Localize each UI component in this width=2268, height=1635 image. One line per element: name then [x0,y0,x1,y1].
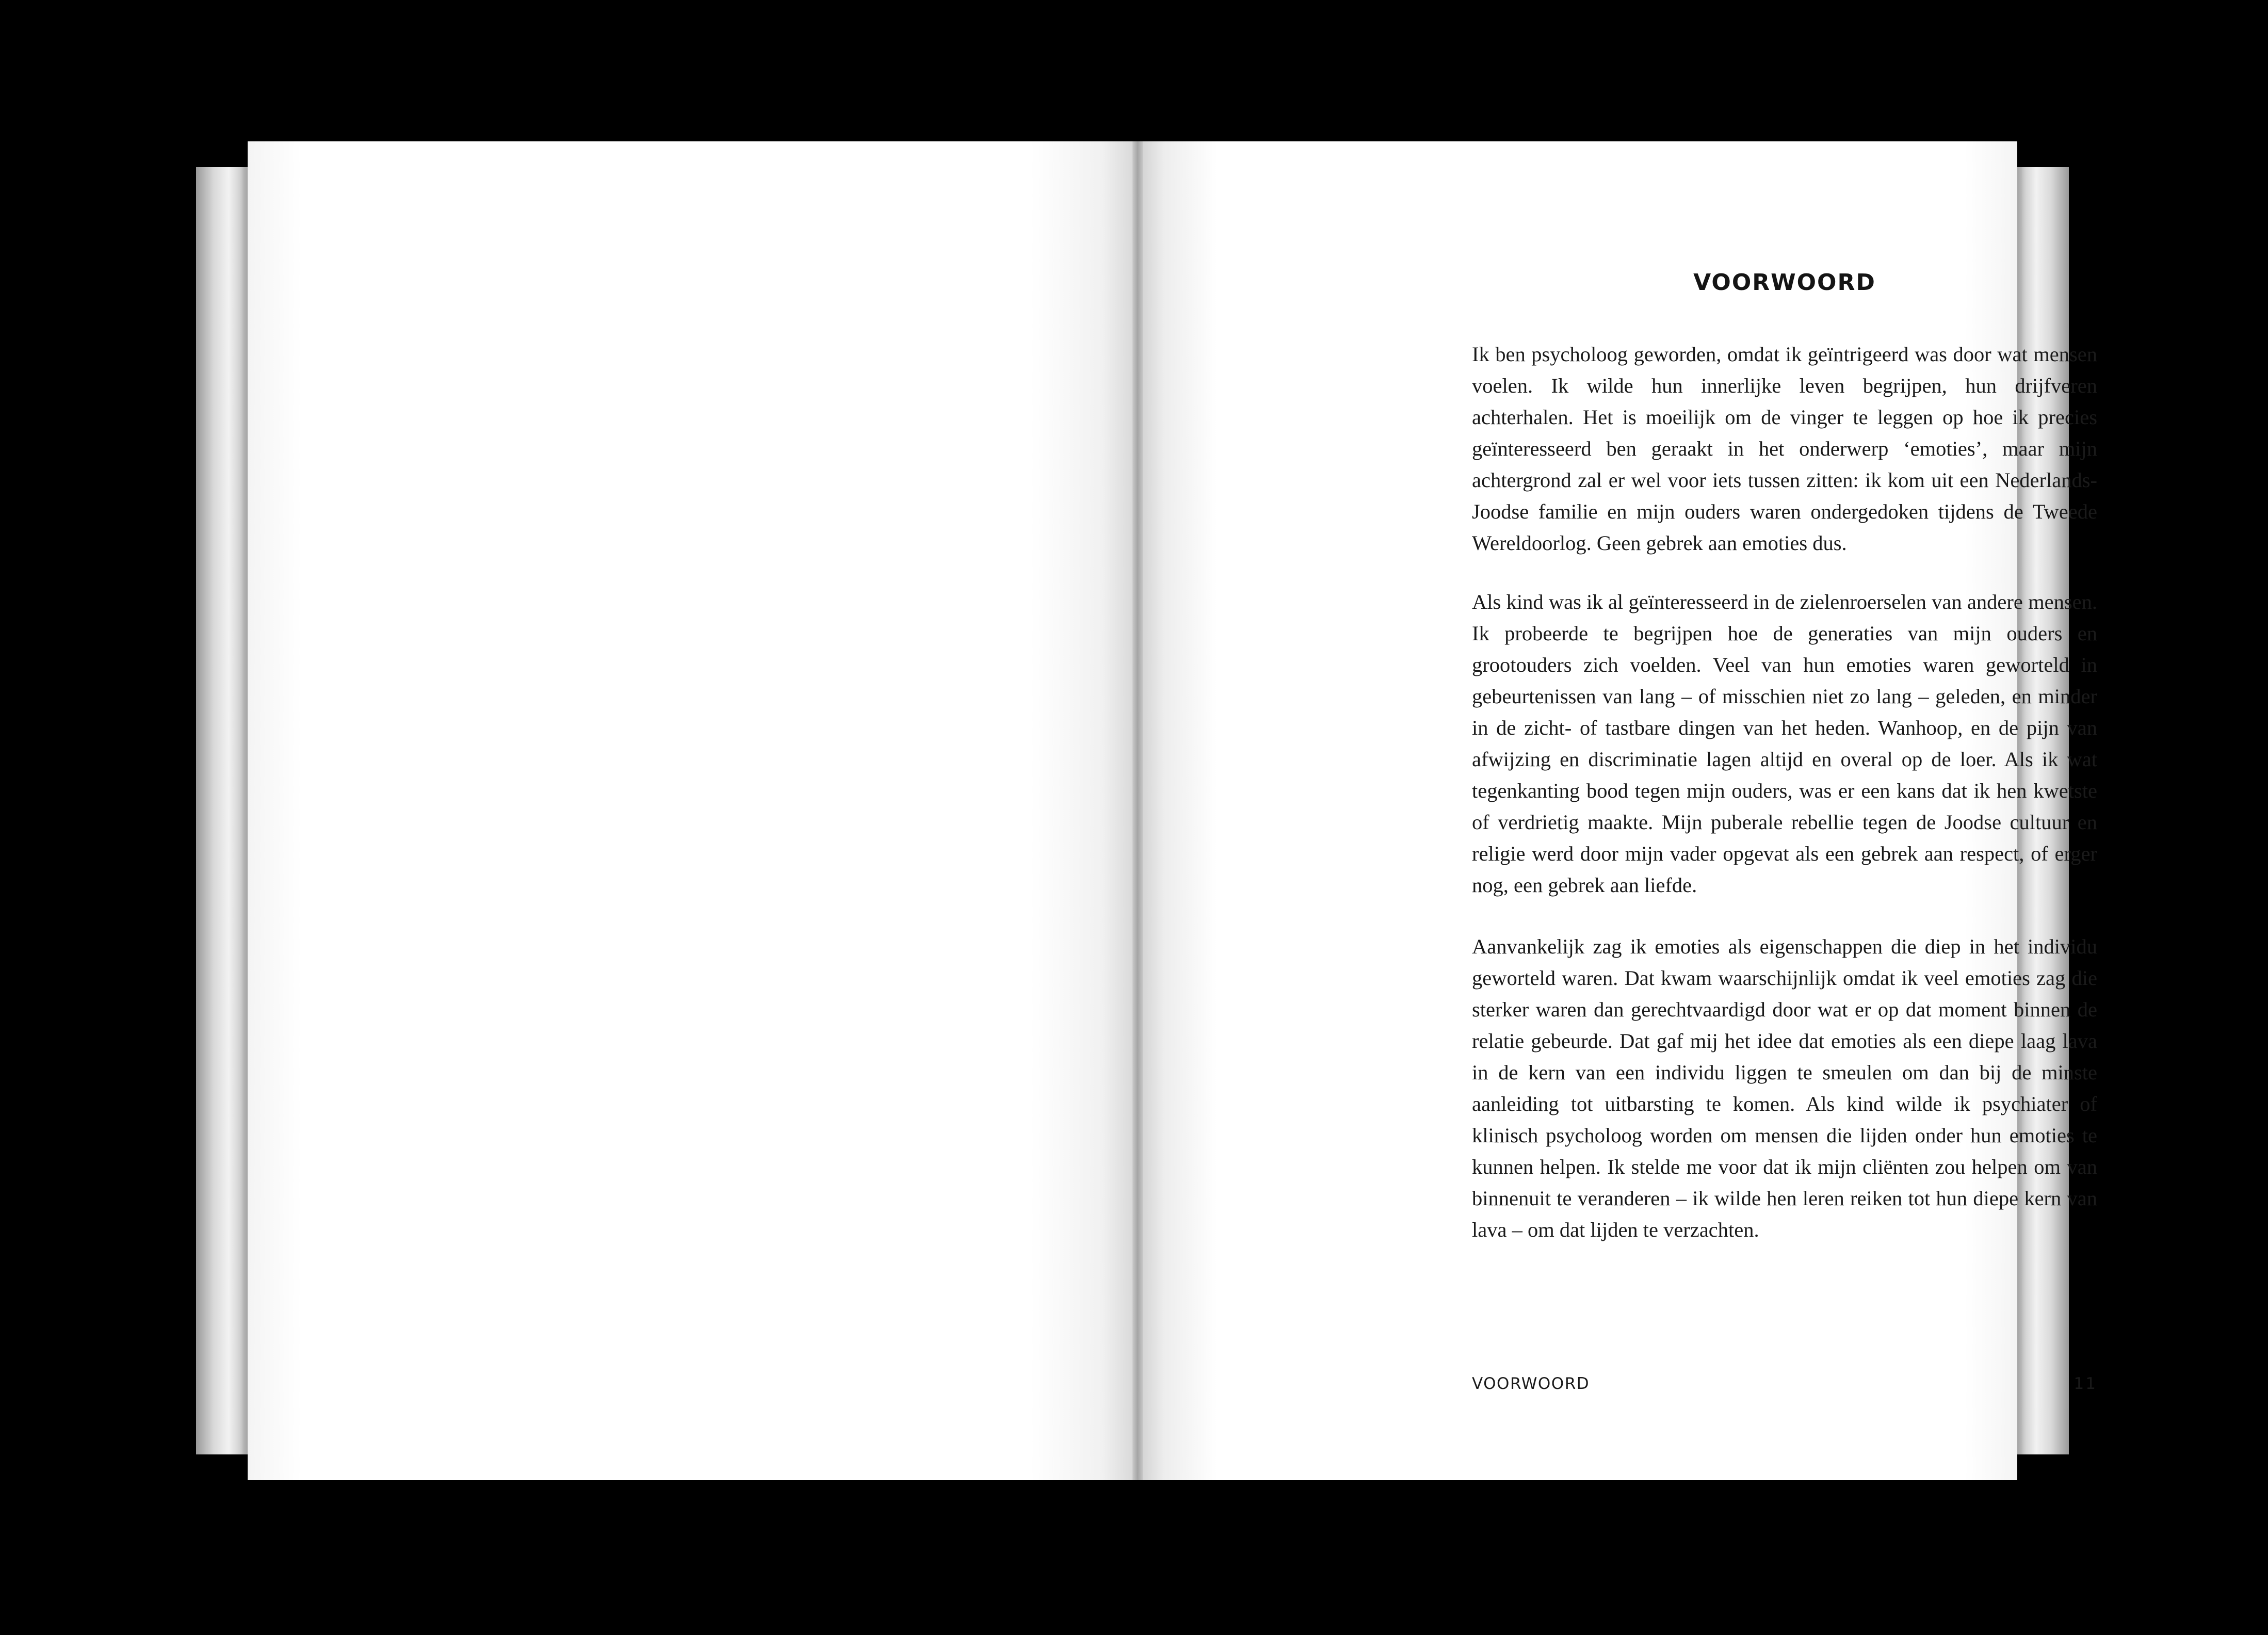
left-page-blank [248,141,1138,1480]
open-book [191,135,2097,1492]
book-gutter [1132,141,1143,1480]
paragraph-1: Ik ben psycholoog geworden, omdat ik geïntrigeerd was door wat mensen voelen. Ik wilde hun innerlijke leven begrijpen, hun drijfveren achterhalen. Het is moeilijk om de vinger te leggen op hoe ik precies geïnteresseerd ben geraakt in het onderwerp ‘emoties’, maar mijn achtergrond zal er wel voor iets tussen zitten: ik kom uit een Nederlands-Joodse familie en mijn ouders waren ondergedoken tijdens de Tweede Wereldoorlog. Geen gebrek aan emoties dus. [1472,343,2097,555]
right-page [1138,141,2097,1480]
paragraph-2: Als kind was ik al geïnteresseerd in de zielenroerselen van andere mensen. Ik probeerde te begrijpen hoe de generaties van mijn ouders en grootouders zich voelden. Veel van hun emoties waren geworteld in gebeurtenissen van lang – of misschien niet zo lang – geleden, en minder in de zicht- of tastbare dingen van het heden. Wanhoop, en de pijn van afwijzing en discriminatie lagen altijd en overal op de loer. Als ik wat tegenkanting bood tegen mijn ouders, was er een kans dat ik hen kwetste of verdrietig maakte. Mijn puberale rebellie tegen de Joodse cultuur en religie werd door mijn vader opgevat als een gebrek aan respect, of erger nog, een gebrek aan liefde. [1472,590,2097,897]
left-page-edges [196,167,255,1454]
chapter-title: VOORWOORD [1693,269,1876,296]
running-footer: VOORWOORD [1472,1374,1590,1393]
page-number: 11 [2073,1374,2097,1393]
paragraph-3: Aanvankelijk zag ik emoties als eigenschappen die diep in het individu geworteld waren. Dat kwam waarschijnlijk omdat ik veel emoties zag die sterker waren dan gerechtvaardigd door wat er op dat moment binnen de relatie gebeurde. Dat gaf mij het idee dat emoties als een diepe laag lava in de kern van een individu liggen te smeulen om dan bij de minste aanleiding tot uitbarsting te komen. Als kind wilde ik psychiater of klinisch psycholoog worden om mensen die lijden onder hun emoties te kunnen helpen. Ik stelde me voor dat ik mijn cliënten zou helpen om van binnenuit te veranderen – ik wilde hen leren reiken tot hun diepe kern van lava – om dat lijden te verzachten. [1472,935,2097,1241]
